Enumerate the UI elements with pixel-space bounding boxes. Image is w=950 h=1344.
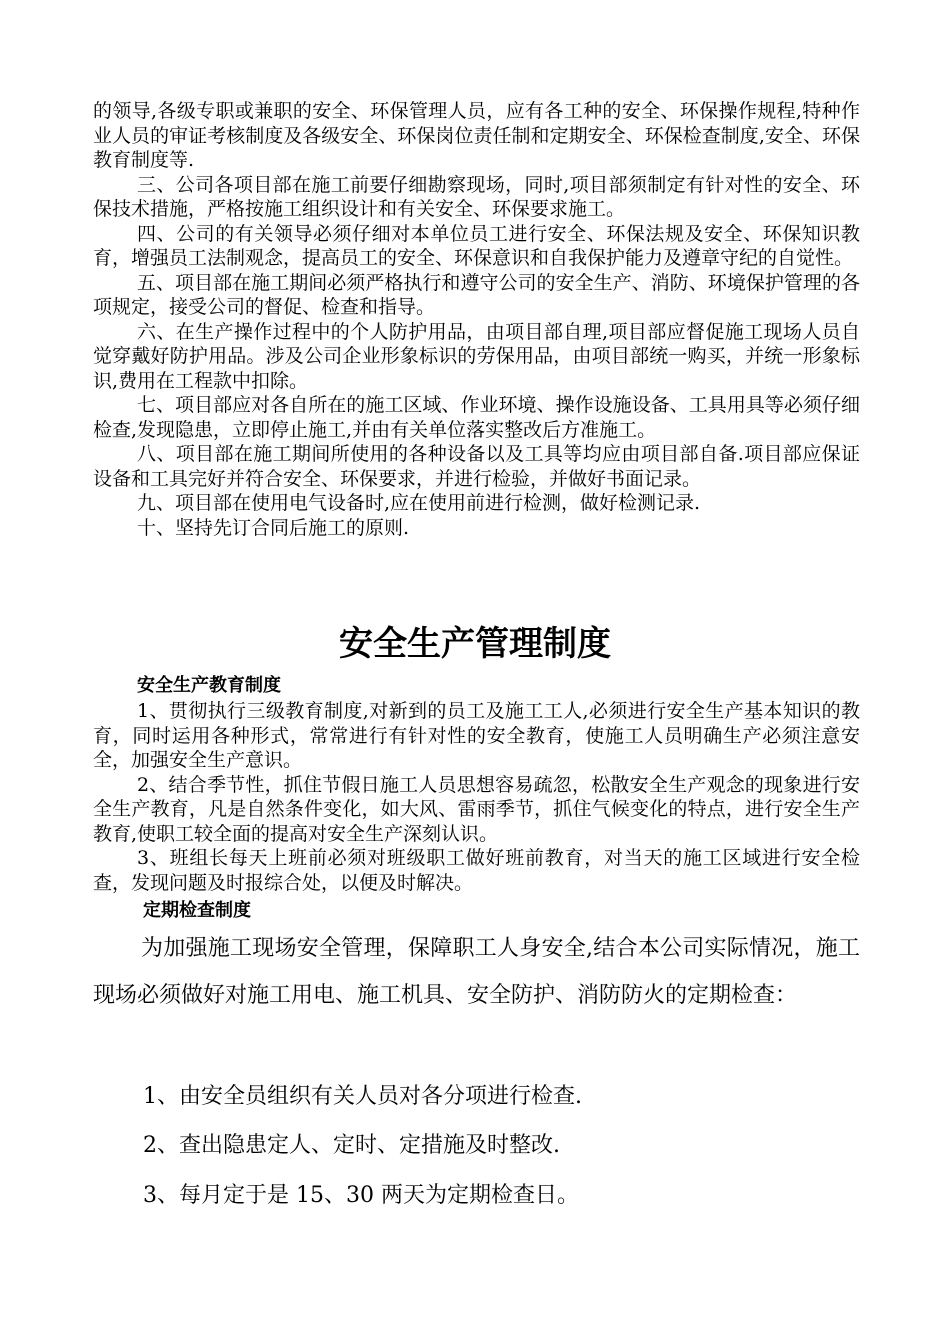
education-heading: 安全生产教育制度	[137, 675, 281, 696]
paragraph-item-5: 五、项目部在施工期间必须严格执行和遵守公司的安全生产、消防、环境保护管理的各项规定，接受公司的督促、检查和指导。	[93, 271, 860, 318]
inspection-intro: 为加强施工现场安全管理，保障职工人身安全,结合本公司实际情况，施工现场必须做好对施工用电、施工机具、安全防护、消防防火的定期检查：	[93, 936, 860, 1008]
inspection-item-1: 1、由安全员组织有关人员对各分项进行检查.	[143, 1084, 582, 1109]
paragraph-item-7: 七、项目部应对各自所在的施工区域、作业环境、操作设施设备、工具用具等必须仔细检查,发现隐患，立即停止施工,并由有关单位落实整改后方准施工。	[93, 394, 860, 441]
education-paragraph-3: 3、班组长每天上班前必须对班级职工做好班前教育，对当天的施工区域进行安全检查，发现问题及时报综合处，以便及时解决。	[93, 847, 860, 894]
top-section	[93, 99, 860, 540]
paragraph-continuation: 的领导,各级专职或兼职的安全、环保管理人员，应有各工种的安全、环保操作规程,特种作业人员的审证考核制度及各级安全、环保岗位责任制和定期安全、环保检查制度,安全、环保教育制度等.	[93, 100, 860, 171]
paragraph-item-10: 十、坚持先订合同后施工的原则.	[137, 516, 410, 539]
education-paragraph-1: 1、贯彻执行三级教育制度,对新到的员工及施工工人,必须进行安全生产基本知识的教育，同时运用各种形式，常常进行有针对性的安全教育，使施工人员明确生产必须注意安全，加强安全生产意识。	[93, 700, 860, 771]
education-paragraph-2: 2、结合季节性，抓住节假日施工人员思想容易疏忽，松散安全生产观念的现象进行安全生产教育，凡是自然条件变化，如大风、雷雨季节，抓住气候变化的特点，进行安全生产教育,使职工较全面的提高对安全生产深刻认识。	[93, 773, 860, 845]
paragraph-item-3: 三、公司各项目部在施工前要仔细勘察现场，同时,项目部须制定有针对性的安全、环保技术措施，严格按施工组织设计和有关安全、环保要求施工。	[93, 173, 860, 220]
main-title: 安全生产管理制度	[339, 624, 611, 664]
inspection-heading: 定期检查制度	[143, 900, 251, 921]
paragraph-item-6: 六、在生产操作过程中的个人防护用品，由项目部自理,项目部应督促施工现场人员自觉穿戴好防护用品。涉及公司企业形象标识的劳保用品，由项目部统一购买，并统一形象标识,费用在工程款中扣除。	[93, 320, 860, 392]
paragraph-item-4: 四、公司的有关领导必须仔细对本单位员工进行安全、环保法规及安全、环保知识教育，增强员工法制观念，提高员工的安全、环保意识和自我保护能力及遵章守纪的自觉性。	[93, 222, 860, 269]
inspection-item-2: 2、查出隐患定人、定时、定措施及时整改.	[143, 1133, 560, 1158]
paragraph-item-9: 九、项目部在使用电气设备时,应在使用前进行检测，做好检测记录.	[137, 492, 701, 514]
paragraph-item-8: 八、项目部在施工期间所使用的各种设备以及工具等均应由项目部自备.项目部应保证设备和工具完好并符合安全、环保要求，并进行检验，并做好书面记录。	[93, 443, 860, 490]
inspection-item-3: 3、每月定于是 15、30 两天为定期检查日。	[143, 1183, 579, 1208]
education-section	[93, 699, 860, 895]
